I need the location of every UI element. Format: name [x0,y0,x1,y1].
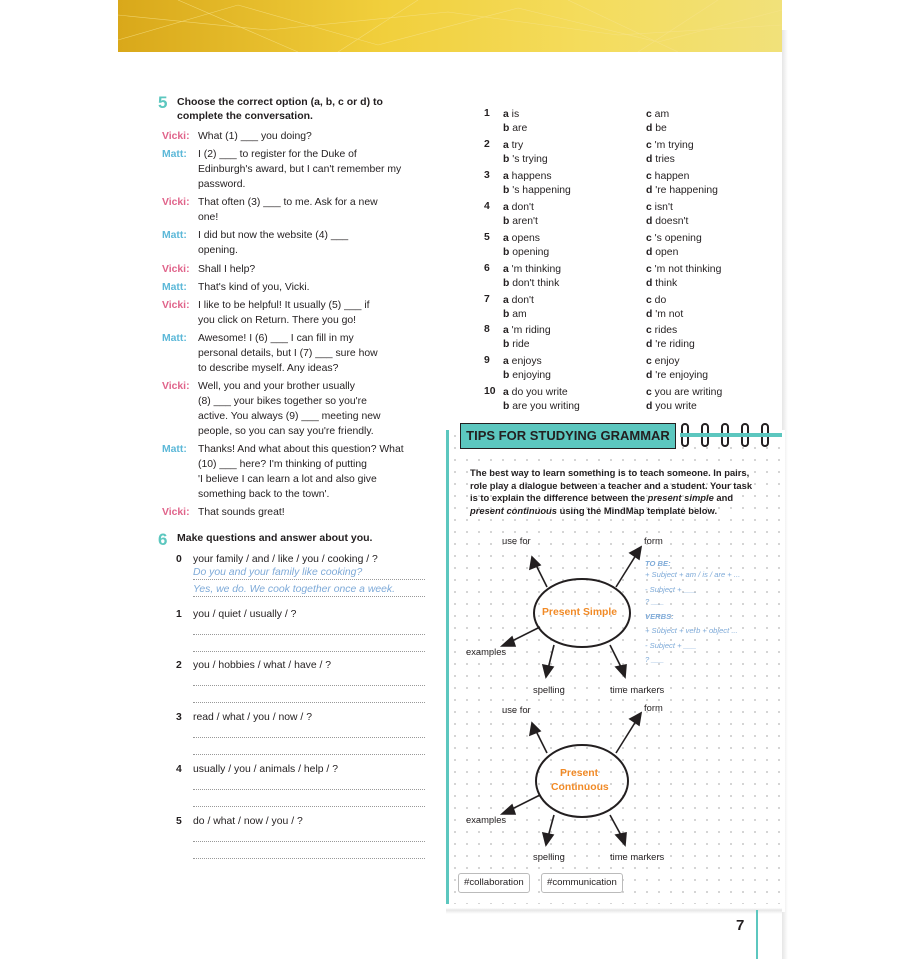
form-note: + Subject + am / is / are + ... [645,570,741,579]
mindmap-present-continuous-diagram [446,703,782,873]
speaker-name: Vicki: [162,507,190,518]
dialogue-line: That's kind of you, Vicki. [198,282,310,293]
dialogue-line: Awesome! I (6) ___ I can fill in my [198,333,354,344]
speaker-name: Matt: [162,282,187,293]
option-letter: a [503,233,512,244]
option-text: are [512,123,528,134]
dialogue-line: Shall I help? [198,264,256,275]
option-letter: c [646,356,655,367]
dialogue-line: people, so you can say you're friendly. [198,426,374,437]
dialogue-text [198,505,418,520]
option-text: 'm thinking [511,264,562,275]
option-a [503,139,523,153]
dialogue-line: password. [198,179,246,190]
tips-text-italic: present continuous [470,504,557,516]
option-letter: d [646,154,656,165]
question-number: 4 [176,764,182,775]
option-d [646,215,688,229]
mindmap1-time-markers: time markers [610,684,665,695]
answer-line [193,841,425,842]
tips-text-part: using the MindMap template below. [556,504,718,516]
option-letter: a [503,295,512,306]
option-a [503,355,542,369]
option-number: 9 [484,355,490,366]
option-a [503,386,568,400]
tips-instructions [470,467,756,517]
option-b [503,215,538,229]
dialogue-line: That often (3) ___ to me. Ask for a new [198,197,378,208]
option-d [646,400,697,414]
option-letter: a [503,356,512,367]
option-text: enjoys [511,356,542,367]
answer-line [193,858,425,859]
option-d [646,369,708,383]
option-text: try [511,140,524,151]
option-letter: c [646,264,655,275]
option-number: 10 [484,386,496,397]
question-prompt: you / quiet / usually / ? [193,609,297,620]
option-b [503,338,530,352]
dialogue-line: I (2) ___ to register for the Duke of [198,149,357,160]
option-text: enjoy [654,356,680,367]
option-a [503,108,519,122]
dialogue-line: 'I believe I can learn a lot and also give [198,474,377,485]
mindmap1-examples: examples [466,646,507,657]
tips-box-torn-edge [446,904,782,914]
option-letter: d [646,216,656,227]
option-text: don't think [512,278,560,289]
option-text: 're happening [655,185,718,196]
option-text: are you writing [512,401,580,412]
option-d [646,308,683,322]
option-text: be [655,123,667,134]
option-c [646,108,669,122]
mindmap2-center-line2: Continuous [551,782,609,793]
mindmap1-use-for: use for [502,535,531,546]
option-letter: d [646,339,656,350]
option-number: 5 [484,232,490,243]
answer-question: Do you and your family like cooking? [193,567,363,578]
speaker-name: Vicki: [162,264,190,275]
exercise-6-number: 6 [158,530,168,549]
dialogue-line: one! [198,212,219,223]
exercise-5-title-line: Choose the correct option (a, b, c or d) to [177,96,383,108]
option-text: doesn't [655,216,689,227]
option-text: is [511,109,520,120]
option-letter: d [646,123,656,134]
option-text: 's trying [512,154,548,165]
option-letter: a [503,325,512,336]
answer-line [193,754,425,755]
speaker-name: Matt: [162,444,187,455]
option-text: don't [511,295,534,306]
form-note: TO BE: [645,559,671,568]
option-letter: a [503,202,512,213]
option-number: 4 [484,201,490,212]
speaker-name: Matt: [162,230,187,241]
dialogue-text [198,262,418,277]
dialogue-line: Well, you and your brother usually [198,381,355,392]
option-text: tries [655,154,675,165]
mindmap2-use-for: use for [502,704,531,715]
dialogue-line: active. You always (9) ___ meeting new [198,411,381,422]
option-d [646,246,678,260]
tips-text-part: The best way to learn something is to teach someone. In pairs, role play a dialogue between a teacher and a student. Your task is to explain the difference between the [470,467,753,503]
option-text: isn't [654,202,673,213]
answer-line [193,737,425,738]
dialogue-line: I did but now the website (4) ___ [198,230,349,241]
option-letter: b [503,401,513,412]
form-note: - Subject + ___ [645,641,697,650]
header-banner [118,0,782,52]
question-number: 1 [176,609,182,620]
answer-line [193,596,425,597]
answer-line [193,651,425,652]
exercise-5-number: 5 [158,93,168,112]
dialogue-text [198,442,418,502]
option-text: 'm not [655,309,684,320]
dialogue-line: something back to the town'. [198,489,330,500]
mindmap-present-simple-diagram [446,535,782,705]
option-d [646,122,667,136]
option-letter: c [646,233,655,244]
option-letter: d [646,401,656,412]
form-note: - Subject + ___ [645,585,697,594]
option-b [503,122,527,136]
dialogue-line: Edinburgh's award, but I can't remember my [198,164,402,175]
exercise-5-title-line: complete the conversation. [177,110,313,122]
option-c [646,263,721,277]
mindmap2-form: form [644,702,663,713]
option-letter: b [503,154,513,165]
option-letter: c [646,325,655,336]
option-letter: b [503,370,513,381]
option-letter: b [503,247,513,258]
option-number: 6 [484,263,490,274]
option-c [646,294,666,308]
option-a [503,232,540,246]
question-prompt: read / what / you / now / ? [193,712,312,723]
answer-line [193,806,425,807]
option-d [646,338,695,352]
option-text: aren't [512,216,538,227]
option-letter: d [646,370,656,381]
option-d [646,184,718,198]
option-text: you are writing [654,387,723,398]
dialogue-line: personal details, but I (7) ___ sure how [198,348,378,359]
dialogue-text [198,228,418,258]
page-number: 7 [736,917,745,934]
option-text: do [654,295,667,306]
option-text: opening [512,247,550,258]
dialogue-text [198,147,418,192]
option-d [646,153,675,167]
option-letter: b [503,185,513,196]
option-letter: a [503,387,512,398]
option-a [503,294,534,308]
speaker-name: Matt: [162,333,187,344]
option-number: 7 [484,294,490,305]
option-d [646,277,677,291]
option-b [503,400,580,414]
option-letter: c [646,109,655,120]
option-b [503,246,549,260]
mindmap1-center: Present Simple [542,607,618,618]
answer-line [193,634,425,635]
question-number: 0 [176,554,182,565]
option-text: opens [511,233,540,244]
form-note: + Subject + verb + object ... [645,626,738,635]
option-letter: d [646,185,656,196]
option-text: 'm not thinking [654,264,722,275]
option-c [646,355,680,369]
option-number: 1 [484,108,490,119]
dialogue-line: That sounds great! [198,507,285,518]
dialogue-line: Thanks! And what about this question? What [198,444,404,455]
option-a [503,170,552,184]
question-number: 5 [176,816,182,827]
question-number: 2 [176,660,182,671]
mindmap1-form: form [644,535,663,546]
question-prompt: you / hobbies / what / have / ? [193,660,332,671]
exercise-5-title [177,95,383,123]
option-text: 's opening [654,233,702,244]
option-letter: b [503,339,513,350]
option-c [646,232,702,246]
option-letter: a [503,264,512,275]
option-text: am [654,109,670,120]
option-a [503,263,561,277]
answer-line [193,702,425,703]
option-letter: d [646,247,656,258]
option-letter: c [646,140,655,151]
mindmap2-spelling: spelling [533,851,565,862]
mindmap2-examples: examples [466,814,507,825]
mindmap2-time-markers: time markers [610,851,665,862]
option-text: ride [512,339,530,350]
option-text: 'm riding [511,325,551,336]
tips-text-italic: present simple [647,492,714,503]
option-text: enjoying [512,370,551,381]
speaker-name: Vicki: [162,300,190,311]
option-letter: c [646,295,655,306]
option-c [646,386,722,400]
question-prompt: usually / you / animals / help / ? [193,764,338,775]
dialogue-text [198,280,418,295]
page-number-rule [756,910,758,959]
option-b [503,369,551,383]
dialogue-line: What (1) ___ you doing? [198,131,312,142]
dialogue-text [198,195,418,225]
option-c [646,139,694,153]
option-text: rides [654,325,678,336]
tips-text-part: and [713,492,734,503]
hashtag-communication: #communication [541,873,623,893]
option-c [646,201,673,215]
tips-title: TIPS FOR STUDYING GRAMMAR [460,423,676,449]
option-text: you write [655,401,697,412]
option-letter: a [503,171,512,182]
option-letter: b [503,309,513,320]
option-text: think [655,278,678,289]
option-text: don't [511,202,534,213]
option-letter: c [646,387,655,398]
dialogue-line: to describe myself. Any ideas? [198,363,339,374]
option-text: 're riding [655,339,695,350]
option-letter: a [503,109,512,120]
option-text: am [512,309,527,320]
option-a [503,201,534,215]
question-number: 3 [176,712,182,723]
option-text: 'm trying [654,140,694,151]
dialogue-line: (10) ___ here? I'm thinking of putting [198,459,367,470]
option-c [646,170,689,184]
spiral-binding-icon [680,420,782,450]
mindmap2-center-line1: Present [560,768,599,779]
option-text: 're enjoying [655,370,709,381]
option-number: 2 [484,139,490,150]
speaker-name: Vicki: [162,131,190,142]
option-b [503,184,571,198]
speaker-name: Matt: [162,149,187,160]
hashtag-collaboration: #collaboration [458,873,530,893]
option-a [503,324,551,338]
form-note: VERBS: [645,612,674,621]
question-prompt: your family / and / like / you / cooking / ? [193,554,378,565]
option-b [503,277,559,291]
question-prompt: do / what / now / you / ? [193,816,303,827]
dialogue-line: I like to be helpful! It usually (5) ___ if [198,300,370,311]
form-note: ? ___ [645,597,665,606]
dialogue-text [198,331,418,376]
option-text: do you write [511,387,568,398]
option-letter: a [503,140,512,151]
answer-line [193,789,425,790]
answer-response: Yes, we do. We cook together once a week. [193,584,395,595]
option-letter: c [646,202,655,213]
dialogue-line: (8) ___ your bikes together so you're [198,396,367,407]
option-c [646,324,677,338]
option-letter: d [646,278,656,289]
dialogue-text [198,129,418,144]
option-number: 8 [484,324,490,335]
option-text: happen [654,171,690,182]
dialogue-line: you click on Return. There you go! [198,315,357,326]
form-note: ? ___ [645,655,665,664]
mindmap1-spelling: spelling [533,684,565,695]
speaker-name: Vicki: [162,381,190,392]
option-letter: c [646,171,655,182]
option-letter: b [503,216,513,227]
option-b [503,308,527,322]
option-number: 3 [484,170,490,181]
dialogue-text [198,298,418,328]
option-text: 's happening [512,185,571,196]
answer-line [193,579,425,580]
speaker-name: Vicki: [162,197,190,208]
option-text: happens [511,171,552,182]
exercise-6-title: Make questions and answer about you. [177,532,373,544]
dialogue-text [198,379,418,439]
answer-line [193,685,425,686]
dialogue-line: opening. [198,245,238,256]
option-b [503,153,548,167]
option-letter: b [503,123,513,134]
option-letter: d [646,309,656,320]
option-letter: b [503,278,513,289]
option-text: open [655,247,679,258]
